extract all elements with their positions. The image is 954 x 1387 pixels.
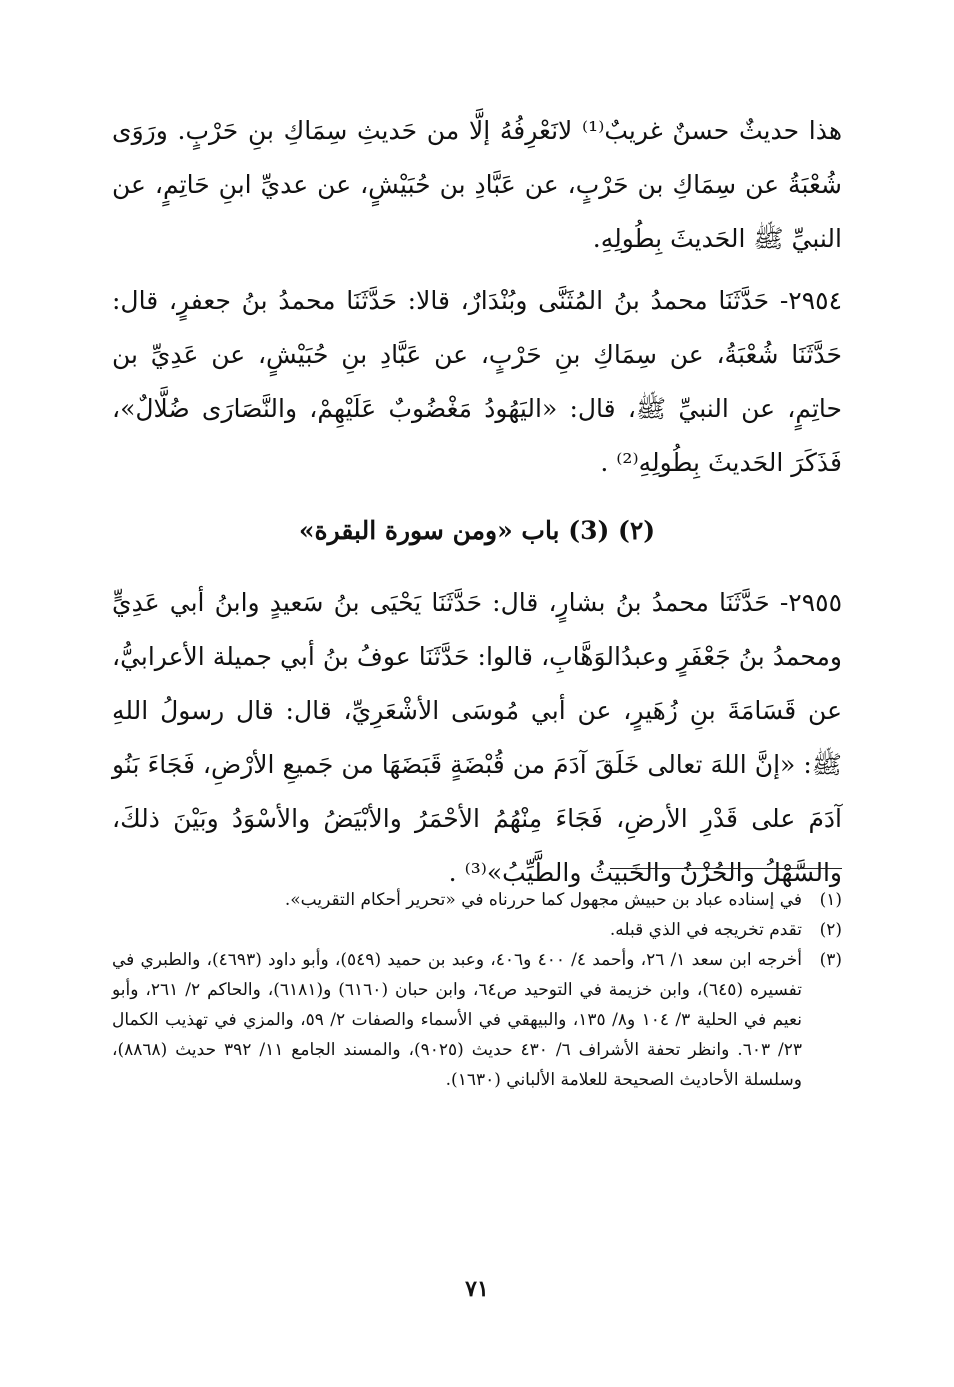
main-text [112,104,842,900]
footnote-2 [112,915,842,945]
chapter-heading: (٢) (3) باب «ومن سورة البقرة» [298,516,656,545]
footnote-number: (٣) [819,950,842,970]
footnote-number: (٢) [819,920,842,940]
footnote-separator [610,868,842,869]
paragraph-intro: هذا حديثٌ حسنٌ غريبٌ⁽¹⁾ لانَعْرِفُهُ إلَّا من حَديثِ سِمَاكِ بنِ حَرْبٍ. ورَوَى شُعْبَةُ عن سِمَاكِ بن حَرْبٍ، عن عَبَّادِ بن حُبَيْشٍ، عن عديِّ ابنِ حَاتِمٍ، عن النبيِّ ﷺ الحَديثَ بِطُولِهِ. [112,116,842,253]
page-number: ٧١ [465,1276,489,1302]
footnote-1 [112,885,842,915]
paragraph-hadith-2955: ٢٩٥٥- حَدَّثَنَا محمدُ بنُ بشارٍ، قال: حَدَّثَنَا يَحْيَى بنُ سَعيدٍ وابنُ أبي عَدِيٍّ ومحمدُ بنُ جَعْفَرٍ وعبدُالوَهَّابِ، قالوا: حَدَّثَنَا عوفُ بنُ أبي جميلة الأعرابيُّ، عن قَسَامَةَ بنِ زُهَيرٍ، عن أبي مُوسَى الأشْعَرِيِّ، قال: قال رسولُ اللهِ ﷺ: «إنَّ اللهَ تعالى خَلَقَ آدَمَ من قُبْضَةٍ قَبَضَهَا من جَميعِ الأرْضِ، فَجَاءَ بَنُو آدَمَ على قَدْرِ الأرضِ، فَجَاءَ مِنْهُمُ الأحْمَرُ والأبْيَضُ والأسْوَدُ وبَيْنَ ذلكَ، والسَّهْلُ والحُزْنُ والخَبيثُ والطَّيِّبُ»⁽³⁾ . [112,588,842,887]
footnote-text: أخرجه ابن سعد ١/ ٢٦، وأحمد ٤/ ٤٠٠ و٤٠٦، وعبد بن حميد (٥٤٩)، وأبو داود (٤٦٩٣)، والطبري في تفسيره (٦٤٥)، وابن خزيمة في التوحيد ص٦٤، وابن حبان (٦١٦٠) و(٦١٨١)، والحاكم ٢/ ٢٦١، وأبو نعيم في الحلية ٣/ ١٠٤ و٨/ ١٣٥، والبيهقي في الأسماء والصفات ٢/ ٥٩، والمزي في تهذيب الكمال ٢٣/ ٦٠٣. وانظر تحفة الأشراف ٦/ ٤٣٠ حديث (٩٠٢٥)، والمسند الجامع ١١/ ٣٩٢ حديث (٨٨٦٨)، وسلسلة الأحاديث الصحيحة للعلامة الألباني (١٦٣٠). [112,950,803,1090]
paragraph-hadith-2954: ٢٩٥٤- حَدَّثَنَا محمدُ بنُ المُثَنَّى وبُنْدَارٌ، قالا: حَدَّثَنَا محمدُ بنُ جعفرٍ، قال: حَدَّثَنَا شُعْبَةُ، عن سِمَاكِ بنِ حَرْبٍ، عن عَبَّادِ بنِ حُبَيْشٍ، عن عَدِيِّ بن حاتِمٍ، عن النبيِّ ﷺ، قال: «اليَهُودُ مَغْضُوبٌ عَلَيْهِمْ، والنَّصَارَى ضُلَّالٌ»، فَذَكَرَ الحَديثَ بِطُولِهِ⁽²⁾ . [112,286,842,477]
footnote-3 [112,945,842,1095]
footnotes [112,868,842,1095]
footnote-number: (١) [819,890,842,910]
footnote-text: تقدم تخريجه في الذي قبله. [609,920,802,940]
footnote-text: في إسناده عباد بن حبيش مجهول كما حررناه في «تحرير أحكام التقريب». [284,890,802,910]
